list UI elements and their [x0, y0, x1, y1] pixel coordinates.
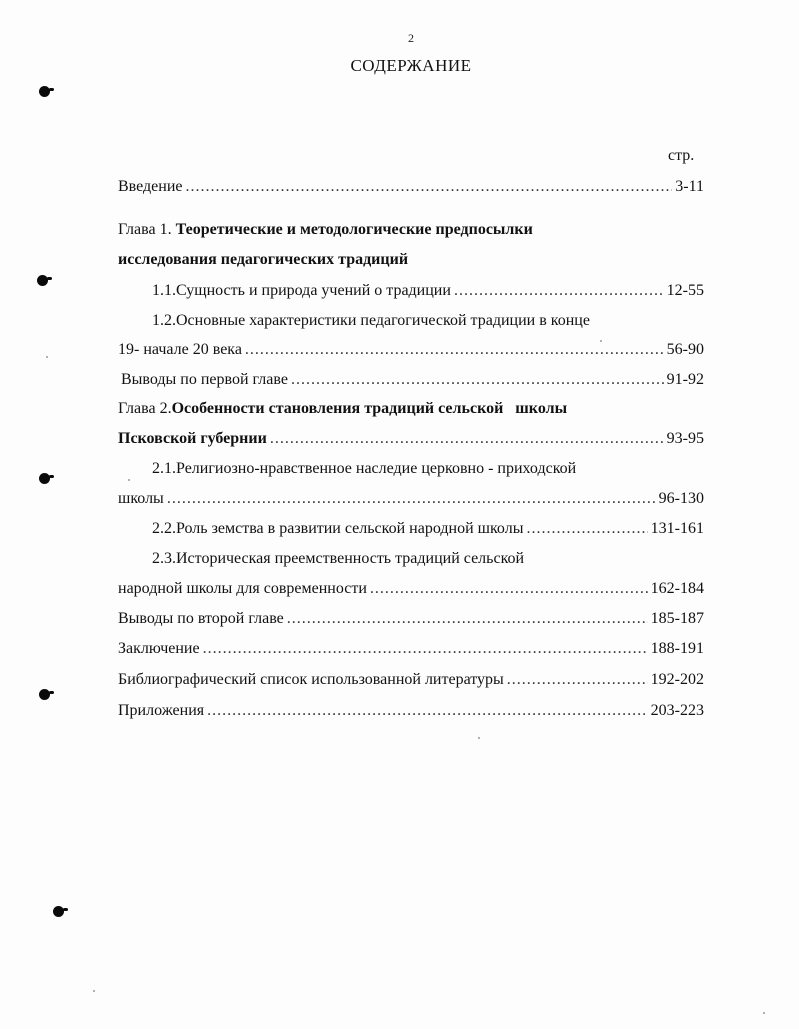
toc-entry-title: народной школы для современности: [118, 580, 367, 597]
chapter-prefix: Глава 2.: [118, 400, 172, 417]
chapter-title: Теоретические и методологические предпосылки: [175, 221, 533, 238]
page-number: 2: [408, 31, 414, 45]
toc-entry-pages: 12-55: [666, 282, 704, 299]
dot-leader: [207, 700, 648, 722]
dot-leader: [370, 578, 648, 600]
chapter-prefix: Глава 1.: [118, 221, 176, 238]
toc-entry-title: 2.2.Роль земства в развитии сельской народной школы: [152, 520, 524, 537]
toc-entry-2-1-title[interactable]: 2.1.Религиозно-нравственное наследие церковно - приходской: [152, 460, 577, 477]
toc-entry-1-2-title[interactable]: 1.2.Основные характеристики педагогической традиции в конце: [152, 312, 590, 329]
toc-entry-pages: 188-191: [650, 640, 704, 657]
dot-leader: [203, 638, 648, 660]
toc-entry-pages: 96-130: [658, 490, 704, 507]
toc-chapter-2-heading[interactable]: [118, 398, 567, 420]
toc-entry-final[interactable]: [118, 638, 704, 660]
toc-entry-title: школы: [118, 490, 164, 507]
toc-entry-title: 19- начале 20 века: [118, 341, 242, 358]
toc-entry-2-3[interactable]: [118, 578, 704, 600]
dot-leader: [507, 669, 648, 691]
toc-entry-2-3-title[interactable]: 2.3.Историческая преемственность традиций сельской: [152, 550, 525, 567]
toc-entry-title: Заключение: [118, 640, 200, 657]
dot-leader: [270, 428, 664, 450]
toc-entry-title: Библиографический список использованной литературы: [118, 671, 504, 688]
toc-entry-2-1[interactable]: [118, 488, 704, 510]
toc-entry-conclusion-1[interactable]: [121, 369, 704, 391]
toc-entry-conclusion-2[interactable]: [118, 608, 704, 630]
toc-entry-pages: 162-184: [650, 580, 704, 597]
page-title: СОДЕРЖАНИЕ: [350, 56, 472, 75]
dot-leader: [167, 488, 656, 510]
toc-chapter-1-heading-cont: исследования педагогических традиций: [118, 251, 409, 268]
dot-leader: [454, 280, 664, 302]
chapter-title: Особенности становления традиций сельской школы: [171, 400, 568, 417]
pages-column-label: стр.: [668, 147, 695, 164]
toc-entry-pages: 3-11: [675, 178, 704, 195]
toc-entry-bibliography[interactable]: [118, 669, 704, 691]
toc-entry-appendices[interactable]: [118, 700, 704, 722]
toc-chapter-1-heading[interactable]: [118, 219, 533, 241]
toc-entry-pages: 185-187: [650, 610, 704, 627]
toc-entry-title: Приложения: [118, 702, 205, 719]
toc-entry-1-1[interactable]: [152, 280, 704, 302]
toc-entry-pages: 91-92: [666, 371, 704, 388]
toc-chapter-2-heading-cont[interactable]: [118, 428, 704, 450]
toc-entry-title: 1.1.Сущность и природа учений о традиции: [152, 282, 451, 299]
dot-leader: [245, 339, 664, 361]
toc-entry-1-2[interactable]: [118, 339, 704, 361]
toc-entry-title: Введение: [118, 178, 183, 195]
chapter-title: Псковской губернии: [118, 430, 267, 447]
toc-entry-pages: 203-223: [650, 702, 704, 719]
toc-entry-pages: 56-90: [666, 341, 704, 358]
toc-entry-title: Выводы по первой главе: [121, 371, 288, 388]
toc-entry-pages: 192-202: [650, 671, 704, 688]
toc-entry-pages: 93-95: [666, 430, 704, 447]
toc-entry-intro[interactable]: [118, 176, 704, 198]
toc-entry-pages: 131-161: [650, 520, 704, 537]
dot-leader: [291, 369, 664, 391]
dot-leader: [287, 608, 648, 630]
toc-entry-title: Выводы по второй главе: [118, 610, 284, 627]
dot-leader: [526, 518, 647, 540]
toc-entry-2-2[interactable]: [152, 518, 704, 540]
dot-leader: [186, 176, 673, 198]
